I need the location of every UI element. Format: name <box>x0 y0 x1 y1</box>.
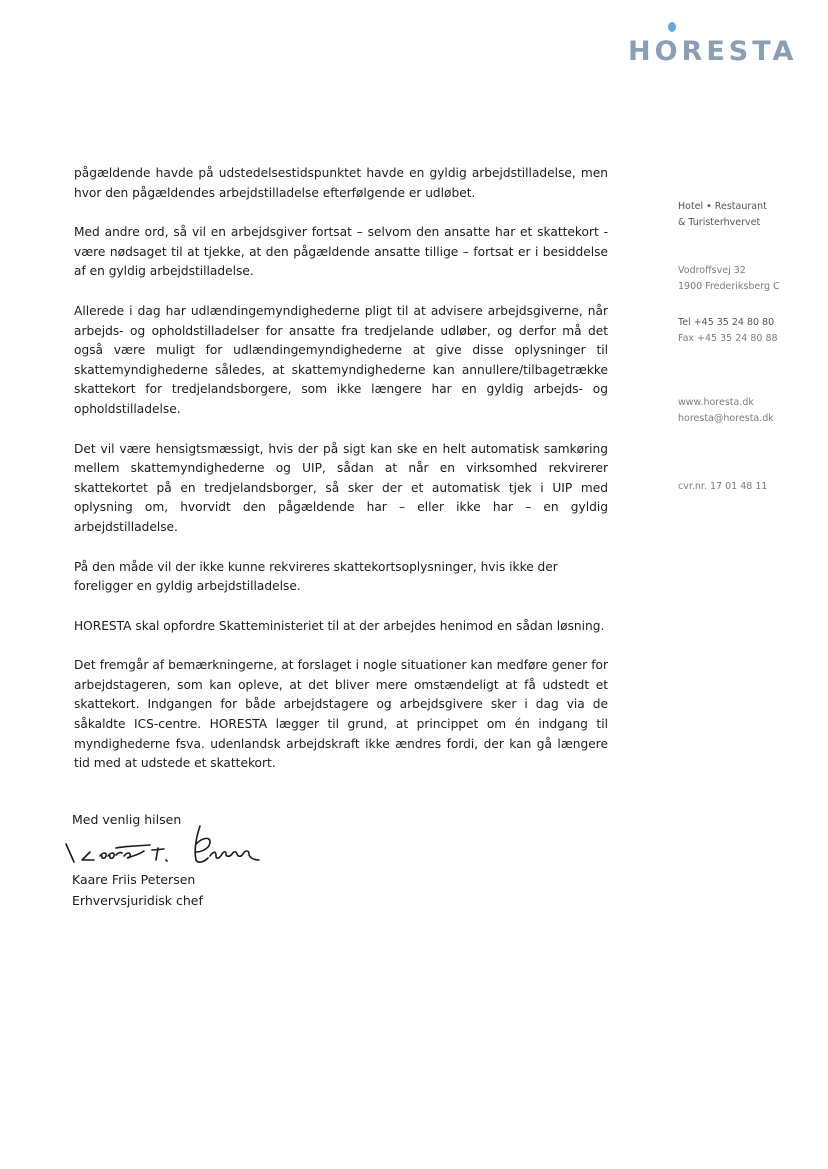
address-street: Vodroffsvej 32 <box>678 265 746 276</box>
phone-number: Tel +45 35 24 80 80 <box>678 317 775 328</box>
address-city: 1900 Frederiksberg C <box>678 281 780 292</box>
paragraph-1: pågældende havde på udstedelsestidspunktet havde en gyldig arbejdstilladelse, men hvor den pågældendes arbejdstilladelse efterfølgende er udløbet. <box>74 166 608 200</box>
logo-dot-icon <box>668 22 676 32</box>
logo-text: HORESTA <box>628 36 798 67</box>
letter-body <box>74 164 608 794</box>
closing-greeting: Med venlig hilsen <box>72 812 182 827</box>
signatory-title: Erhvervsjuridisk chef <box>72 893 203 908</box>
cvr-number: cvr.nr. 17 01 48 11 <box>678 481 768 492</box>
paragraph-4: Det vil være hensigtsmæssigt, hvis der på sigt kan ske en helt automatisk samkøring mellem skattemyndighederne og UIP, sådan at når en virksomhed rekvirerer skattekortet på en tredjelandsborger, så sker der et automatisk tjek i UIP med oplysning om, hvorvidt den pågældende har – eller ikke har – en gyldig arbejdstilladelse. <box>74 441 608 534</box>
org-line-2: & Turisterhvervet <box>678 217 761 228</box>
paragraph-5: På den måde vil der ikke kunne rekvireres skattekortsoplysninger, hvis ikke der foreligger en gyldig arbejdstilladelse. <box>74 559 558 594</box>
paragraph-3: Allerede i dag har udlændingemyndighederne pligt til at advisere arbejdsgiverne, når arbejds- og opholdstilladelser for ansatte fra tredjelande udløber, og derfor må det også være muligt for udlændingemyndighederne at give disse oplysninger til skattemyndighederne således, at skattemyndighederne kan annullere/tilbagetrække skattekort for tredjelandsborgere, som ikke længere har en gyldig arbejds- og opholdstilladelse. <box>74 303 608 416</box>
email: horesta@horesta.dk <box>678 413 774 424</box>
paragraph-2: Med andre ord, så vil en arbejdsgiver fortsat – selvom den ansatte har et skattekort - være nødsaget til at tjekke, at den pågældende ansatte tillige – fortsat er i besiddelse af en gyldig arbejdstilladelse. <box>74 225 608 279</box>
fax-number: Fax +45 35 24 80 88 <box>678 333 778 344</box>
signatory-name: Kaare Friis Petersen <box>72 872 196 887</box>
website: www.horesta.dk <box>678 397 754 408</box>
horesta-logo <box>628 22 798 72</box>
paragraph-7: Det fremgår af bemærkningerne, at forslaget i nogle situationer kan medføre gener for arbejdstageren, som kan opleve, at det bliver mere omstændeligt at få udstedt et skattekort. Indgangen for både arbejdstagere og arbejdsgivere sker i dag via de såkaldte ICS-centre. HORESTA lægger til grund, at princippet om én indgang til myndighederne fsva. udenlandsk arbejdskraft ikke ændres fordi, der kan gå længere tid med at udstede et skattekort. <box>74 658 608 771</box>
paragraph-6: HORESTA skal opfordre Skatteministeriet til at der arbejdes henimod en sådan løsning. <box>74 618 605 633</box>
org-line-1: Hotel • Restaurant <box>678 201 767 212</box>
